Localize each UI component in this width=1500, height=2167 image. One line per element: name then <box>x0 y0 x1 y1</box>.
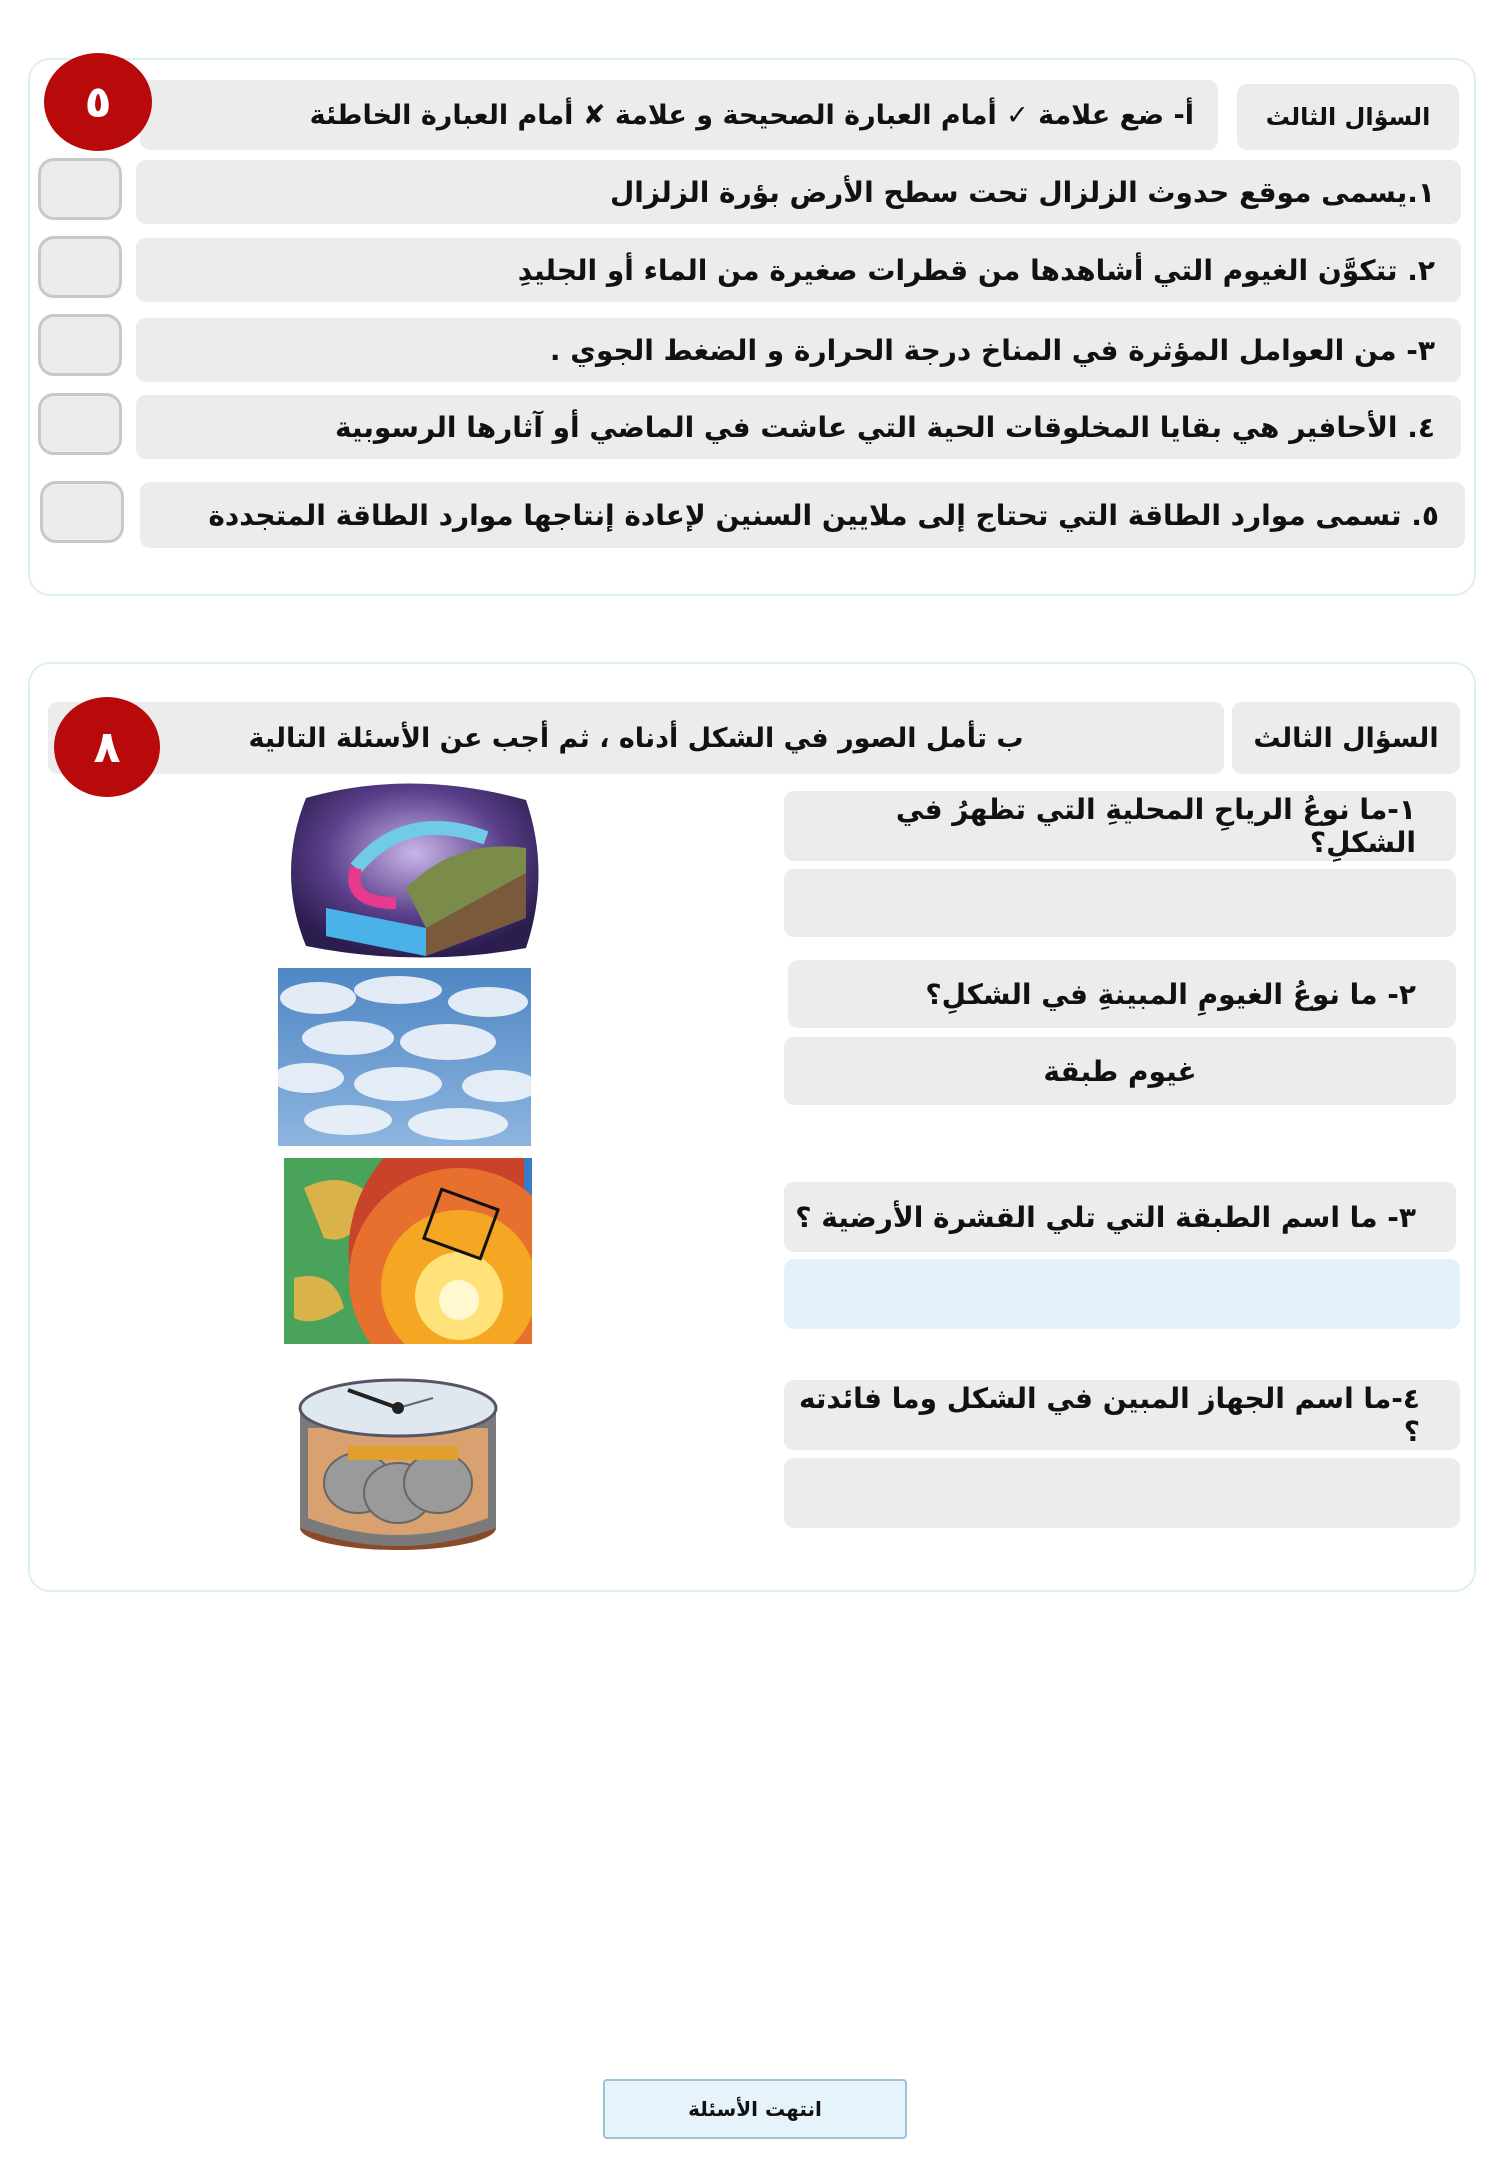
answer-checkbox[interactable] <box>38 314 122 376</box>
score-badge: ٥ <box>44 53 152 151</box>
answer-checkbox[interactable] <box>38 393 122 455</box>
answer-checkbox[interactable] <box>38 158 122 220</box>
question-text: ١-ما نوعُ الرياحِ المحليةِ التي تظهرُ في الشكلِ؟ <box>895 793 1416 859</box>
instruction-text: أ- ضع علامة ✓ أمام العبارة الصحيحة و علامة ✘ أمام العبارة الخاطئة <box>309 99 1194 131</box>
instruction-bar <box>140 80 1218 150</box>
statement-text: ٤. الأحافير هي بقايا المخلوقات الحية التي عاشت في الماضي أو آثارها الرسوبية <box>334 410 1435 444</box>
clouds-icon <box>278 968 531 1146</box>
answer-field[interactable] <box>784 869 1456 937</box>
barometer-icon <box>288 1368 508 1554</box>
question-bar <box>784 1182 1456 1252</box>
statement-row <box>136 318 1461 382</box>
instruction-text: ب تأمل الصور في الشكل أدناه ، ثم أجب عن الأسئلة التالية <box>248 722 1024 754</box>
statement-row <box>136 160 1461 224</box>
statement-text: ٥. تسمى موارد الطاقة التي تحتاج إلى ملايين السنين لإعادة إنتاجها موارد الطاقة المتجددة <box>208 498 1439 532</box>
question-text: ٢- ما نوعُ الغيومِ المبينةِ في الشكلِ؟ <box>925 977 1416 1011</box>
statement-text: ٣- من العوامل المؤثرة في المناخ درجة الحرارة و الضغط الجوي . <box>549 333 1435 367</box>
sea-breeze-icon <box>276 778 546 960</box>
statement-row <box>136 395 1461 459</box>
answer-field[interactable] <box>784 1037 1456 1105</box>
answer-field[interactable] <box>784 1458 1460 1528</box>
statement-text: ٢. تتكوَّن الغيوم التي أشاهدها من قطرات صغيرة من الماء أو الجليدِ <box>517 253 1435 287</box>
earth-layers-icon <box>284 1158 532 1344</box>
question-bar <box>788 960 1456 1028</box>
answer-checkbox[interactable] <box>40 481 124 543</box>
end-of-questions-button[interactable]: انتهت الأسئلة <box>603 2079 907 2139</box>
question-label: السؤال الثالث <box>1237 84 1459 150</box>
answer-text: غيوم طبقة <box>1043 1054 1197 1088</box>
question-label: السؤال الثالث <box>1232 702 1460 774</box>
question-bar <box>784 791 1456 861</box>
statement-row <box>136 238 1461 302</box>
score-badge: ٨ <box>54 697 160 797</box>
question-text: ٤-ما اسم الجهاز المبين في الشكل وما فائدته ؟ <box>798 1382 1420 1448</box>
question-bar <box>784 1380 1460 1450</box>
statement-row <box>140 482 1465 548</box>
answer-checkbox[interactable] <box>38 236 122 298</box>
instruction-bar <box>48 702 1224 774</box>
answer-field[interactable] <box>784 1259 1460 1329</box>
statement-text: ١.يسمى موقع حدوث الزلزال تحت سطح الأرض بؤرة الزلزال <box>609 175 1435 209</box>
question-text: ٣- ما اسم الطبقة التي تلي القشرة الأرضية ؟ <box>795 1200 1416 1234</box>
